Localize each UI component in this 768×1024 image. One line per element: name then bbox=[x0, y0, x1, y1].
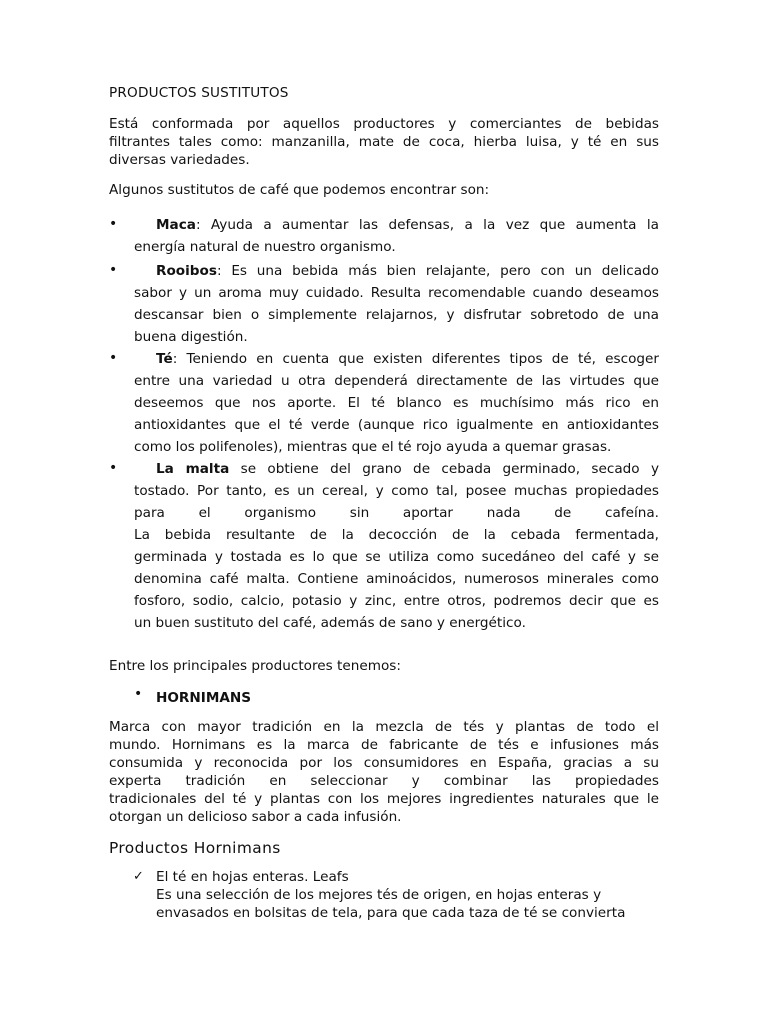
substitutes-intro: Algunos sustitutos de café que podemos encontrar son: bbox=[109, 182, 490, 198]
substitute-item-maca bbox=[134, 214, 659, 258]
item-text: se obtiene del grano de cebada germinado, secado y bbox=[229, 461, 659, 477]
producers-intro: Entre los principales productores tenemos: bbox=[109, 658, 401, 674]
producer-bullet: • bbox=[134, 686, 143, 702]
item-line: germinada y tostada es lo que se utiliza como sucedáneo del café y se bbox=[134, 549, 659, 565]
substitute-name: Té bbox=[156, 351, 173, 367]
item-line: energía natural de nuestro organismo. bbox=[134, 239, 396, 255]
product-line: envasados en bolsitas de tela, para que cada taza de té se convierta bbox=[156, 905, 626, 921]
intro-line: filtrantes tales como: manzanilla, mate de coca, hierba luisa, y té en sus bbox=[109, 134, 659, 150]
bullet: • bbox=[109, 262, 118, 278]
page-title: PRODUCTOS SUSTITUTOS bbox=[109, 85, 289, 101]
item-line: como los polifenoles), mientras que el té rojo ayuda a quemar grasas. bbox=[134, 439, 612, 455]
para-line: otorgan un delicioso sabor a cada infusión. bbox=[109, 809, 402, 825]
bullet: • bbox=[109, 460, 118, 476]
item-text: : Es una bebida más bien relajante, pero con un delicado bbox=[216, 263, 659, 279]
checkmark-icon: ✓ bbox=[133, 869, 144, 884]
item-line bbox=[134, 348, 659, 370]
item-line bbox=[134, 260, 659, 282]
product-title: El té en hojas enteras. Leafs bbox=[156, 869, 349, 885]
substitute-name: La malta bbox=[156, 461, 230, 477]
item-line: para el organismo sin aportar nada de cafeína. bbox=[134, 505, 659, 521]
intro-paragraph bbox=[109, 115, 659, 169]
product-line: Es una selección de los mejores tés de origen, en hojas enteras y bbox=[156, 887, 602, 903]
item-line: entre una variedad u otra dependerá directamente de las virtudes que bbox=[134, 373, 659, 389]
para-line: consumida y reconocida por los consumidores en España, gracias a su bbox=[109, 755, 659, 771]
substitute-item-malta bbox=[134, 458, 659, 634]
item-line: sabor y un aroma muy cuidado. Resulta recomendable cuando deseamos bbox=[134, 285, 659, 301]
bullet: • bbox=[109, 350, 118, 366]
item-line: La bebida resultante de la decocción de la cebada fermentada, bbox=[134, 527, 659, 543]
item-line: antioxidantes que el té verde (aunque rico igualmente en antioxidantes bbox=[134, 417, 659, 433]
item-line bbox=[134, 214, 659, 236]
item-text: : Teniendo en cuenta que existen diferentes tipos de té, escoger bbox=[172, 351, 659, 367]
bullet: • bbox=[109, 216, 118, 232]
substitute-name: Maca bbox=[156, 217, 196, 233]
para-line: Marca con mayor tradición en la mezcla de tés y plantas de todo el bbox=[109, 719, 659, 735]
substitute-item-te bbox=[134, 348, 659, 458]
producer-name: HORNIMANS bbox=[156, 690, 252, 706]
para-line: experta tradición en seleccionar y combinar las propiedades bbox=[109, 773, 659, 789]
hornimans-paragraph bbox=[109, 718, 659, 826]
product-item bbox=[156, 868, 656, 922]
item-line: descansar bien o simplemente relajarnos, y disfrutar sobretodo de una bbox=[134, 307, 659, 323]
item-line: deseemos que nos aporte. El té blanco es muchísimo más rico en bbox=[134, 395, 659, 411]
para-line: tradicionales del té y plantas con los mejores ingredientes naturales que le bbox=[109, 791, 659, 807]
para-line: mundo. Hornimans es la marca de fabricante de tés e infusiones más bbox=[109, 737, 659, 753]
substitute-name: Rooibos bbox=[156, 263, 217, 279]
item-line: un buen sustituto del café, además de sano y energético. bbox=[134, 615, 526, 631]
item-line: fosforo, sodio, calcio, potasio y zinc, entre otros, podremos decir que es bbox=[134, 593, 659, 609]
item-line: buena digestión. bbox=[134, 329, 248, 345]
intro-line: Está conformada por aquellos productores y comerciantes de bebidas bbox=[109, 116, 659, 132]
item-line: tostado. Por tanto, es un cereal, y como tal, posee muchas propiedades bbox=[134, 483, 659, 499]
substitute-item-rooibos bbox=[134, 260, 659, 348]
item-line: denomina café malta. Contiene aminoácidos, numerosos minerales como bbox=[134, 571, 659, 587]
intro-line: diversas variedades. bbox=[109, 152, 250, 168]
products-heading: Productos Hornimans bbox=[109, 839, 281, 857]
item-line bbox=[134, 458, 659, 480]
item-text: : Ayuda a aumentar las defensas, a la vez que aumenta la bbox=[195, 217, 659, 233]
